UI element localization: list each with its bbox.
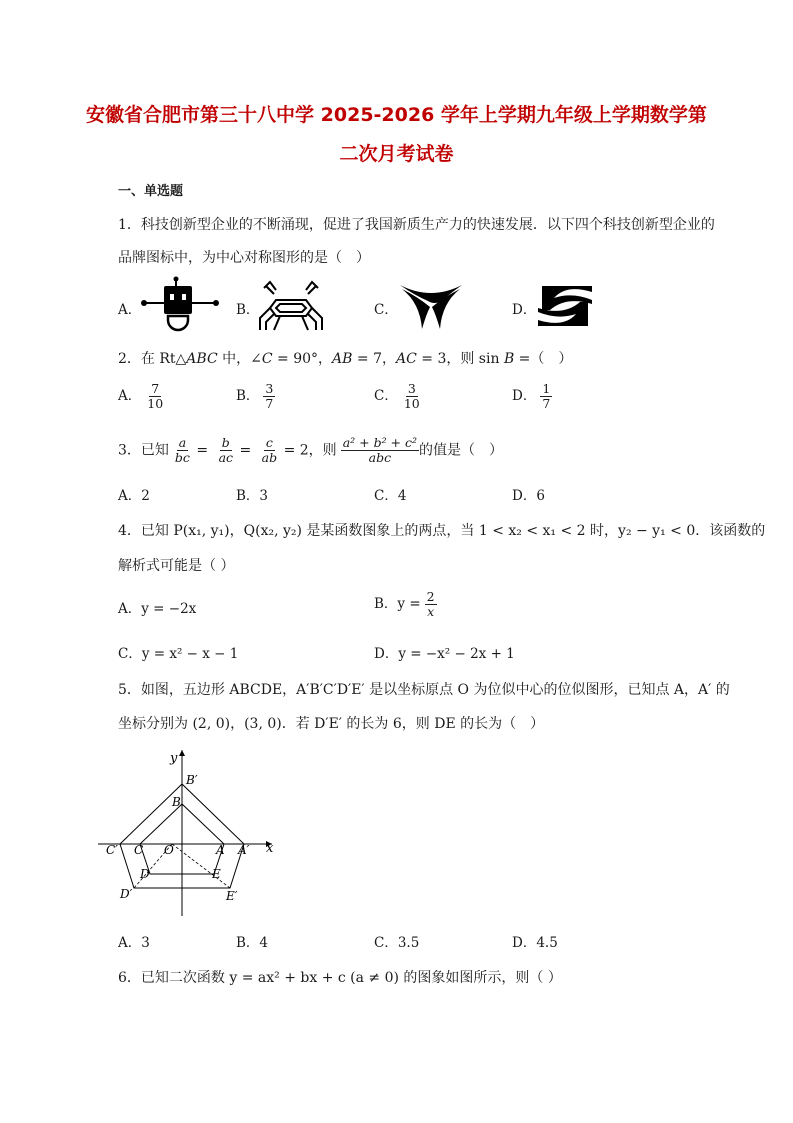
fig-label-d1: D′	[120, 887, 133, 901]
exam-title-line1: 安徽省合肥市第三十八中学 2025-2026 学年上学期九年级上学期数学第	[86, 104, 707, 126]
q4-stem-line2: 解析式可能是（ ）	[118, 558, 235, 574]
fig-label-y: y	[170, 751, 178, 766]
q2-option-a: A． $\frac{7}{10}$	[118, 381, 164, 411]
q3-stem: 3．已知 $\frac{a}{bc}$ = $\frac{b}{ac}$ = $\frac{c}{ab}$ = 2，则 $\frac{\text{a² + b² + c²}}{\text{abc}}$ 的值是（ ）	[118, 435, 504, 465]
wave-logo-icon	[536, 280, 594, 332]
q2-stem: 2．在 Rt△ABC 中，∠C = 90°，AB = 7，AC = 3，则 sin B =（ ）	[118, 351, 573, 367]
q1-option-a-label: A．	[118, 302, 142, 318]
q3-option-d: D．6	[512, 488, 545, 504]
robot-logo-icon	[140, 276, 220, 334]
q1-option-c-label: C．	[374, 302, 398, 318]
fig-label-e: E	[212, 867, 221, 881]
fig-label-e1: E′	[226, 889, 238, 903]
pentagon-homothety-figure	[94, 744, 284, 924]
q5-option-b: B．4	[236, 935, 269, 951]
fig-label-c: C	[134, 843, 144, 857]
q4-stem-line1: 4．已知 P(x₁, y₁)，Q(x₂, y₂) 是某函数图象上的两点，当 1 < x₂ < x₁ < 2 时，y₂ − y₁ < 0．该函数的	[118, 523, 766, 539]
q1-option-b-label: B．	[236, 302, 260, 318]
fig-label-c1: C′	[106, 843, 118, 857]
fig-label-b: B	[172, 795, 181, 809]
fig-label-a1: A′	[238, 843, 250, 857]
q5-option-a: A．3	[118, 935, 150, 951]
q5-option-d: D．4.5	[512, 935, 558, 951]
q5-stem-line1: 5．如图，五边形 ABCDE，A′B′C′D′E′ 是以坐标原点 O 为位似中心的位似图形，已知点 A，A′ 的	[118, 682, 730, 698]
q3-option-a: A．2	[118, 488, 150, 504]
q2-option-c: C． $\frac{3}{10}$	[374, 381, 420, 411]
crab-logo-icon	[256, 278, 326, 332]
q5-option-c: C．3.5	[374, 935, 420, 951]
q3-option-b: B．3	[236, 488, 269, 504]
q2-option-d: D． $\frac{1}{7}$	[512, 381, 551, 411]
q2-option-b: B． $\frac{3}{7}$	[236, 381, 274, 411]
q3-option-c: C．4	[374, 488, 407, 504]
q4-option-a: A．y = −2x	[118, 601, 197, 617]
q5-stem-line2: 坐标分别为 (2, 0)，(3, 0)．若 D′E′ 的长为 6，则 DE 的长为（ ）	[118, 716, 545, 732]
q4-option-d: D．y = −x² − 2x + 1	[374, 646, 515, 662]
fig-label-b1: B′	[186, 773, 198, 787]
section-heading: 一、单选题	[118, 184, 184, 199]
q6-stem: 6．已知二次函数 y = ax² + bx + c (a ≠ 0) 的图象如图所示，则（ ）	[118, 970, 562, 986]
tri-blade-logo-icon	[398, 281, 464, 331]
fig-label-x: x	[266, 841, 274, 856]
exam-title-line2: 二次月考试卷	[339, 143, 454, 165]
q1-stem-line2: 品牌图标中，为中心对称图形的是（ ）	[118, 250, 370, 266]
q4-option-c: C．y = x² − x − 1	[118, 646, 239, 662]
q4-option-b: B．y = $\frac{2}{x}$	[374, 589, 435, 619]
fig-label-a: A	[216, 843, 225, 857]
fig-label-o: O	[164, 843, 174, 857]
fig-label-d: D	[140, 867, 150, 881]
q1-option-d-label: D．	[512, 302, 537, 318]
q1-stem-line1: 1．科技创新型企业的不断涌现，促进了我国新质生产力的快速发展．以下四个科技创新型企业的	[118, 217, 715, 233]
